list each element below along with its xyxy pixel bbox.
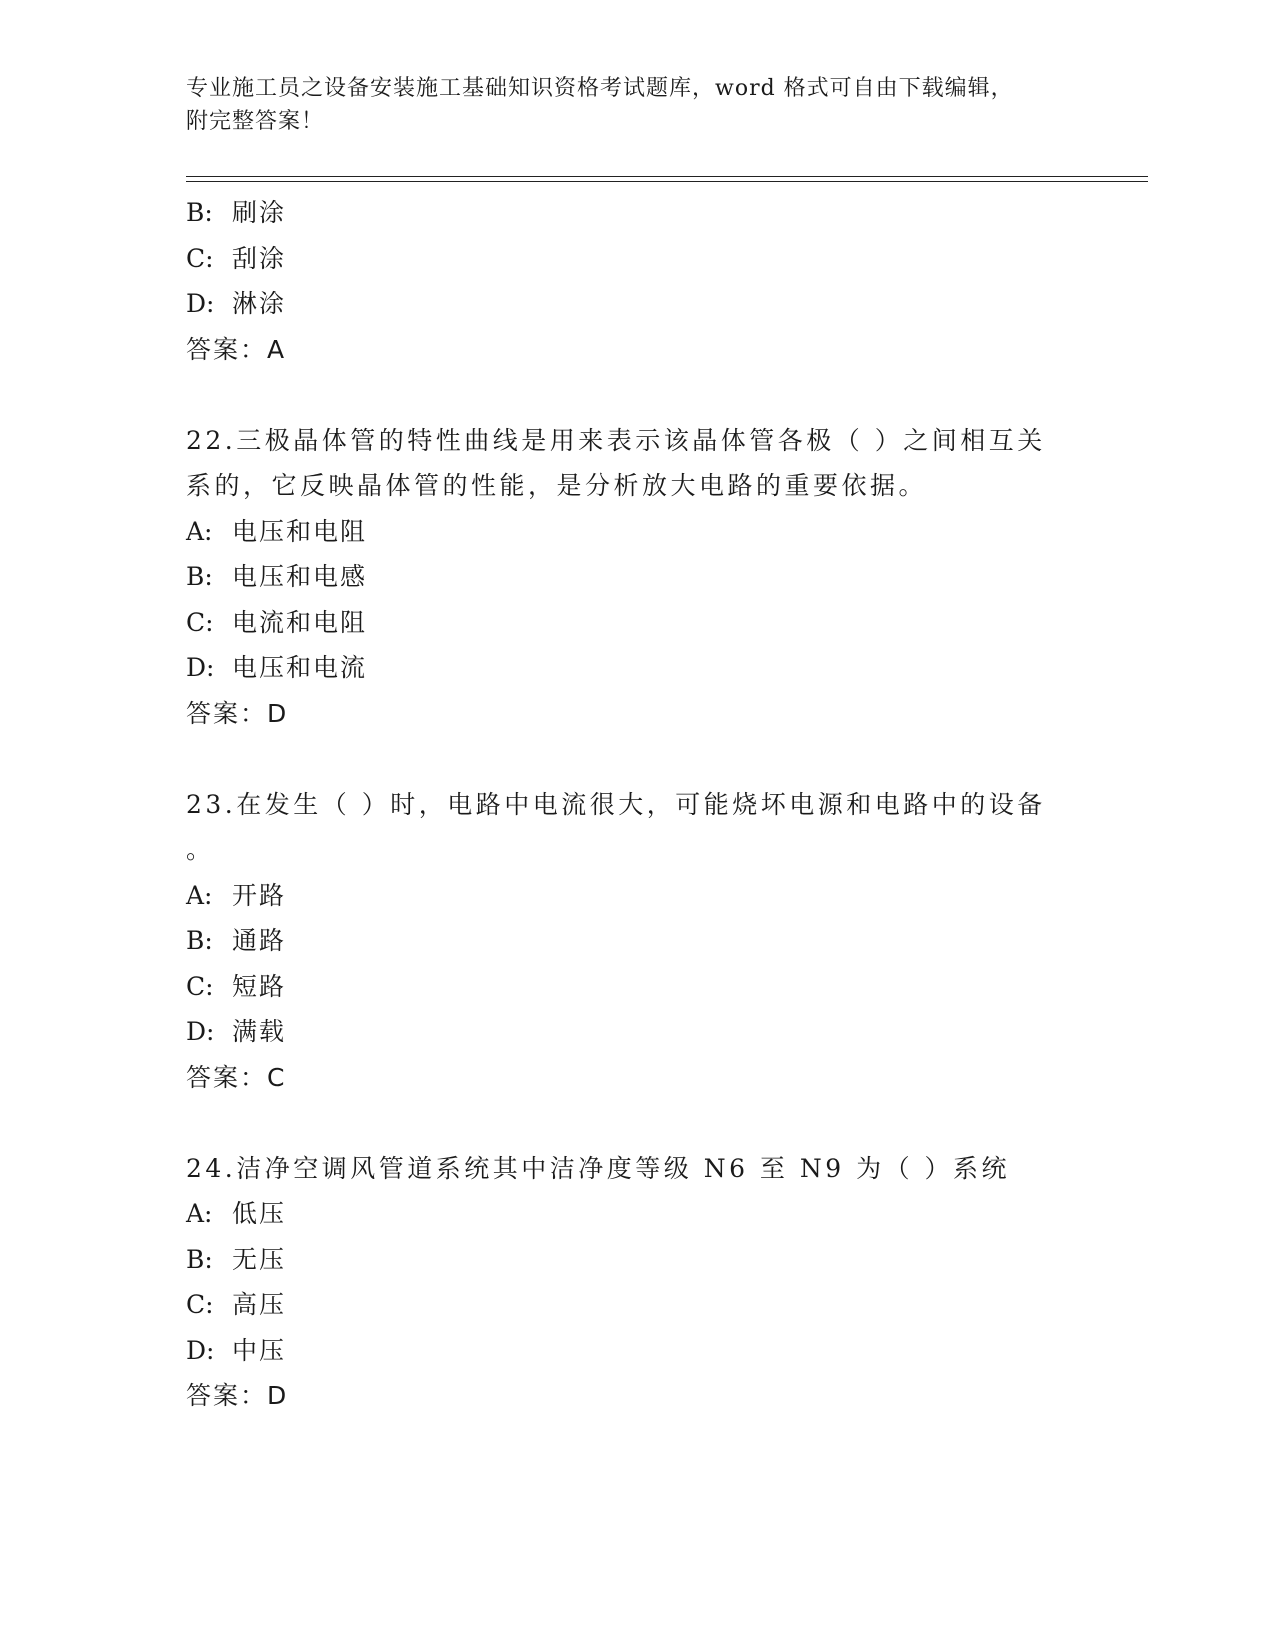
option-text: 电流和电阻 bbox=[232, 607, 368, 637]
option-b bbox=[186, 554, 1086, 600]
question-23 bbox=[186, 782, 1086, 1101]
option-key: D: bbox=[186, 289, 215, 318]
document-header bbox=[186, 72, 1066, 138]
option-c bbox=[186, 1282, 1086, 1328]
question-text bbox=[186, 782, 1066, 873]
option-key: C: bbox=[186, 607, 214, 637]
option-a bbox=[186, 1191, 1086, 1237]
option-text: 无压 bbox=[232, 1244, 287, 1274]
answer-line: 答案：D bbox=[186, 1381, 289, 1410]
option-key: B: bbox=[186, 562, 213, 591]
option-key: C: bbox=[186, 243, 214, 273]
option-text: 电压和电感 bbox=[232, 562, 368, 591]
option-b bbox=[186, 1237, 1086, 1283]
option-key: A: bbox=[186, 880, 213, 910]
question-line: 23.在发生（ ）时，电路中电流很大，可能烧坏电源和电路中的设备 bbox=[186, 789, 1046, 819]
option-c bbox=[186, 600, 1086, 646]
option-d bbox=[186, 281, 1086, 327]
option-key: D: bbox=[186, 1017, 215, 1046]
option-key: C: bbox=[186, 971, 214, 1001]
option-d bbox=[186, 645, 1086, 691]
question-21-tail bbox=[186, 190, 1086, 372]
option-text: 满载 bbox=[232, 1017, 287, 1046]
header-rule-bottom bbox=[186, 181, 1148, 182]
question-line: 24.洁净空调风管道系统其中洁净度等级 N6 至 N9 为（ ）系统 bbox=[186, 1153, 1011, 1183]
option-key: D: bbox=[186, 653, 215, 682]
option-c bbox=[186, 236, 1086, 282]
option-text: 高压 bbox=[232, 1290, 287, 1319]
option-text: 短路 bbox=[232, 971, 287, 1001]
option-text: 淋涂 bbox=[232, 289, 287, 318]
question-text bbox=[186, 1146, 1066, 1192]
option-text: 电压和电流 bbox=[232, 653, 368, 682]
question-24 bbox=[186, 1146, 1086, 1419]
option-key: A: bbox=[186, 1199, 213, 1228]
option-key: A: bbox=[186, 516, 213, 546]
answer-line: 答案：A bbox=[186, 334, 287, 364]
question-text bbox=[186, 418, 1066, 509]
option-d bbox=[186, 1328, 1086, 1374]
option-b bbox=[186, 190, 1086, 236]
option-key: B: bbox=[186, 926, 213, 955]
answer-line: 答案：C bbox=[186, 1062, 287, 1092]
question-22 bbox=[186, 418, 1086, 737]
header-rule-top bbox=[186, 176, 1148, 177]
spacer bbox=[186, 736, 1086, 782]
question-list bbox=[186, 190, 1086, 1419]
option-text: 低压 bbox=[232, 1199, 287, 1228]
option-text: 刷涂 bbox=[232, 198, 287, 227]
question-line: 系的，它反映晶体管的性能，是分析放大电路的重要依据。 bbox=[186, 471, 928, 500]
option-key: B: bbox=[186, 198, 213, 227]
option-d bbox=[186, 1009, 1086, 1055]
option-a bbox=[186, 873, 1086, 919]
option-key: D: bbox=[186, 1335, 215, 1365]
option-key: C: bbox=[186, 1290, 214, 1319]
option-text: 开路 bbox=[232, 880, 287, 910]
question-line: 22.三极晶体管的特性曲线是用来表示该晶体管各极（ ）之间相互关 bbox=[186, 425, 1046, 455]
option-b bbox=[186, 918, 1086, 964]
option-text: 刮涂 bbox=[232, 243, 287, 273]
option-key: B: bbox=[186, 1244, 213, 1274]
option-c bbox=[186, 964, 1086, 1010]
header-line-1: 专业施工员之设备安装施工基础知识资格考试题库，word 格式可自由下载编辑， bbox=[186, 76, 1014, 101]
spacer bbox=[186, 372, 1086, 418]
answer-line: 答案：D bbox=[186, 698, 289, 728]
option-text: 中压 bbox=[232, 1335, 287, 1365]
spacer bbox=[186, 1100, 1086, 1146]
option-a bbox=[186, 509, 1086, 555]
header-line-2: 附完整答案！ bbox=[186, 109, 325, 134]
option-text: 通路 bbox=[232, 926, 287, 955]
option-text: 电压和电阻 bbox=[232, 516, 368, 546]
question-line: 。 bbox=[186, 835, 215, 864]
